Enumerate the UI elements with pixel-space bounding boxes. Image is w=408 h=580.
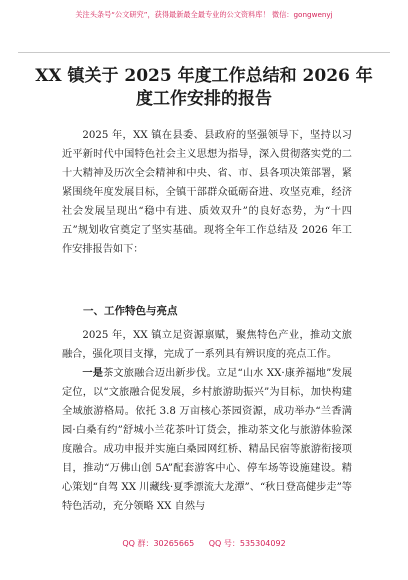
footer-contact	[0, 538, 408, 549]
header-notice	[0, 10, 408, 40]
footer-qq-group: QQ 群：30265665	[122, 539, 195, 548]
header-notice-text: 关注头条号“公文研究”，获得最新最全最专业的公文资料库！ 微信：gongwenyj	[75, 10, 333, 19]
section-1-intro: 2025 年，XX 镇立足资源禀赋，聚焦特色产业，推动文旅融合，强化项目支撑，完成了一系列具有辨识度的亮点工作。	[62, 330, 352, 360]
title-line-1: XX 镇关于 2025 年度工作总结和 2026 年	[35, 66, 373, 86]
point-1-text: 茶文旅融合迈出新步伐。立足“山水 XX·康养福地”发展定位，以“文旅融合促发展，乡村旅游助振兴”为目标，加快构建全域旅游格局。依托 3.8 万亩核心茶园资源，成功举办“兰香满园·白桑有约”舒城小兰花茶叶订货会，推动茶文化与旅游体验深度融合。成功申报并实施白桑园网红桥、精品民宿等旅游衔接项目，推动“万佛山创 5A”配套游客中心、停车场等设施建设。精心策划“自驾 XX 川藏线·夏季漂流大龙潭”、“秋日登高健步走”等特色活动，充分领略 XX 自然与	[62, 368, 353, 512]
footer-qq: QQ 号：535304092	[208, 539, 286, 548]
section-1-heading: 一、工作特色与亮点	[83, 305, 178, 317]
intro-paragraph: 2025 年，XX 镇在县委、县政府的坚强领导下，坚持以习近平新时代中国特色社会主义思想为指导，深入贯彻落实党的二十大精神及历次全会精神和中央、省、市、县各项决策部署，紧紧围绕年度发展目标，全镇干部群众砥砺奋进、攻坚克难，经济社会发展呈现出“稳中有进、质效双升”的良好态势，为“十四五”规划收官奠定了坚实基础。现将全年工作总结及 2026 年工作安排报告如下：	[62, 130, 352, 255]
point-1-lead: 一是	[82, 367, 104, 379]
document-title	[0, 65, 408, 111]
title-line-2: 度工作安排的报告	[136, 89, 272, 109]
point-1-paragraph	[62, 364, 352, 516]
header-divider	[18, 52, 390, 53]
